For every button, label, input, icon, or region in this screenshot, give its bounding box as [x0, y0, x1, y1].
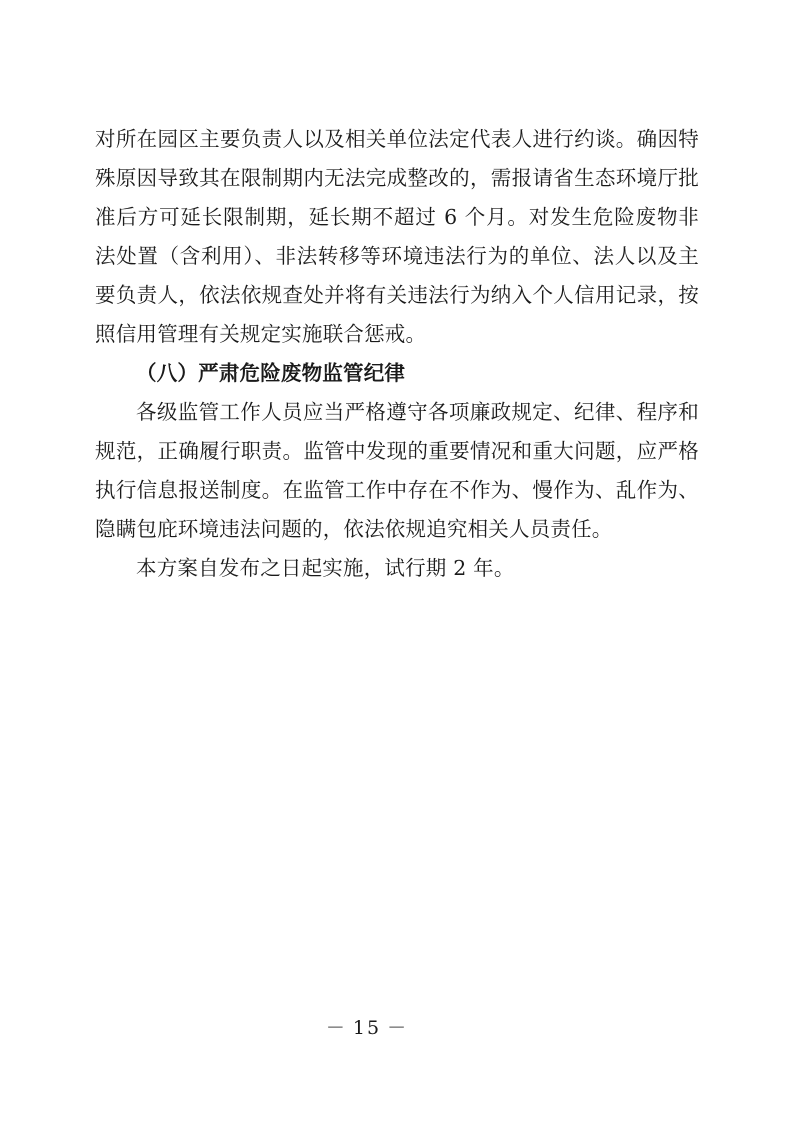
- page-number-footer: [0, 1013, 794, 1040]
- document-body: [95, 120, 699, 588]
- page-number-left-dash: －: [325, 1017, 347, 1039]
- heading-section-eight: （八）严肃危险废物监管纪律: [136, 361, 406, 385]
- paragraph-effective-date: 本方案自发布之日起实施，试行期 2 年。: [136, 556, 515, 580]
- page-number-right-dash: －: [387, 1017, 409, 1039]
- paragraph-continued-enforcement: 对所在园区主要负责人以及相关单位法定代表人进行约谈。确因特殊原因导致其在限制期内无法完成整改的，需报请省生态环境厅批准后方可延长限制期，延长期不超过 6 个月。对发生危险废物非法处置（含利用）、非法转移等环境违法行为的单位、法人以及主要负责人，依法依规查处并将有关违法行为纳入个人信用记录，按照信用管理有关规定实施联合惩戒。: [95, 127, 699, 346]
- paragraph-discipline: 各级监管工作人员应当严格遵守各项廉政规定、纪律、程序和规范，正确履行职责。监管中发现的重要情况和重大问题，应严格执行信息报送制度。在监管工作中存在不作为、慢作为、乱作为、隐瞒包庇环境违法问题的，依法依规追究相关人员责任。: [95, 400, 699, 541]
- page-number-value: 15: [352, 1017, 382, 1039]
